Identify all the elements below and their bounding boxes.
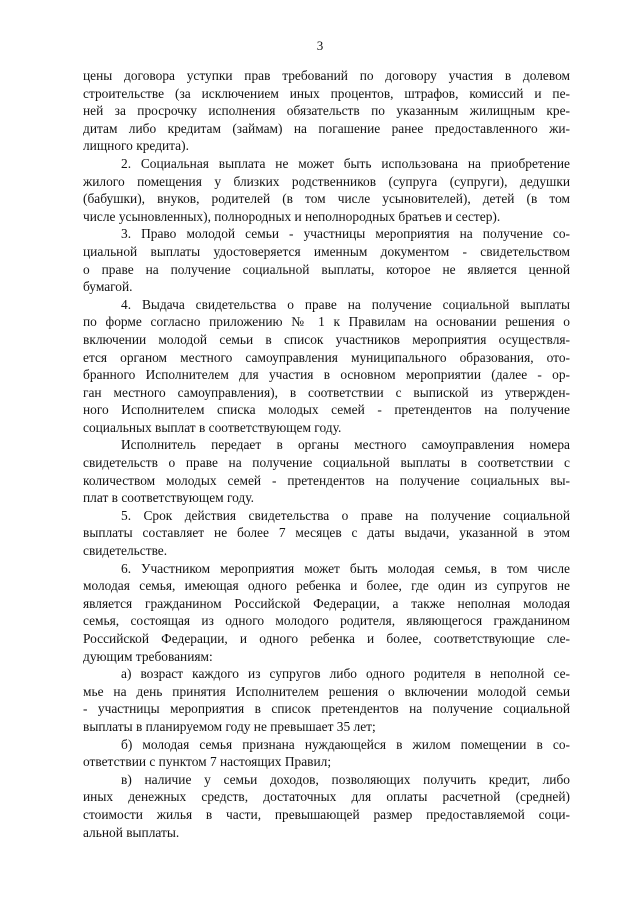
text-line: стоимости жилья в части, превышающей размер предоставляемой соци- [83, 806, 570, 822]
text-line: ответствии с пунктом 7 настоящих Правил; [83, 754, 332, 770]
text-line: числе усыновленных), полнородных и неполнородных братьев и сестер). [83, 208, 501, 224]
text-line: иных денежных средств, достаточных для оплаты расчетной (средней) [83, 789, 570, 805]
document-body [83, 67, 570, 841]
text-line: Исполнитель передает в органы местного самоуправления номера [121, 437, 570, 453]
text-line: о праве на получение социальной выплаты, которое не является ценной [83, 261, 570, 277]
text-line: выплаты составляет не более 7 месяцев с даты выдачи, указанной в этом [83, 525, 570, 541]
text-line: социальных выплат в соответствующем году. [83, 419, 342, 435]
text-line: ней за просрочку исполнения обязательств по указанным жилищным кре- [83, 103, 570, 119]
text-line: 4. Выдача свидетельства о праве на получение социальной выплаты [121, 296, 570, 312]
text-line: бранного Исполнителем для участия в основном мероприятии (далее - ор- [83, 367, 570, 383]
text-line: ется органом местного самоуправления муниципального образования, ото- [83, 349, 570, 365]
text-line: цены договора уступки прав требований по договору участия в долевом [83, 68, 570, 83]
text-line: лищного кредита). [83, 138, 189, 154]
text-line: количеством молодых семей - претендентов на получение социальных вы- [83, 472, 570, 488]
text-line: ного Исполнителем списка молодых семей - претендентов на получение [83, 402, 570, 418]
text-line: мье на день принятия Исполнителем решения о включении молодой семьи [83, 683, 570, 699]
text-line: строительстве (за исключением иных процентов, штрафов, комиссий и пе- [83, 85, 570, 101]
text-line: 3. Право молодой семьи - участницы мероприятия на получение со- [121, 226, 570, 242]
text-line: дующим требованиям: [83, 648, 213, 664]
text-line: является гражданином Российской Федерации, а также неполная молодая [83, 595, 570, 611]
text-line: свидетельстве. [83, 543, 168, 559]
text-line: в) наличие у семьи доходов, позволяющих получить кредит, либо [121, 771, 570, 787]
text-line: свидетельств о праве на получение социальной выплаты в соответствии с [83, 455, 570, 471]
text-line: жилого помещения у близких родственников (супруга (супруги), дедушки [83, 173, 570, 189]
text-line: по форме согласно приложению № 1 к Правилам на основании решения о [83, 314, 570, 330]
text-line: - участницы мероприятия в список претендентов на получение социальной [83, 701, 570, 717]
text-line: 2. Социальная выплата не может быть использована на приобретение [121, 155, 570, 171]
text-line: молодая семья, имеющая одного ребенка и более, где один из супругов не [83, 578, 570, 594]
text-line: ган местного самоуправления), в соответствии с выпиской из утвержден- [83, 384, 570, 400]
text-line: (бабушки), внуков, родителей (в том числе усыновителей), детей (в том [83, 191, 570, 207]
text-line: б) молодая семья признана нуждающейся в жилом помещении в со- [121, 736, 570, 752]
text-line: 5. Срок действия свидетельства о праве на получение социальной [121, 507, 570, 523]
text-line: бумагой. [83, 279, 133, 295]
text-line: циальной выплаты удостоверяется именным документом - свидетельством [83, 243, 570, 259]
text-line: Российской Федерации, и одного ребенка и более, соответствующие сле- [83, 631, 570, 646]
text-line: 6. Участником мероприятия может быть молодая семья, в том числе [121, 560, 570, 576]
text-line: альной выплаты. [83, 824, 180, 840]
text-line: выплаты в планируемом году не превышает 35 лет; [83, 718, 376, 734]
text-line: включении молодой семьи в список участников мероприятия осуществля- [83, 331, 570, 347]
text-line: семья, состоящая из одного молодого родителя, являющегося гражданином [83, 613, 570, 629]
text-line: дитам либо кредитам (займам) на погашение ранее предоставленного жи- [83, 120, 570, 136]
text-line: а) возраст каждого из супругов либо одного родителя в неполной се- [121, 666, 570, 682]
text-line: плат в соответствующем году. [83, 490, 254, 506]
page-number: 3 [316, 38, 324, 53]
